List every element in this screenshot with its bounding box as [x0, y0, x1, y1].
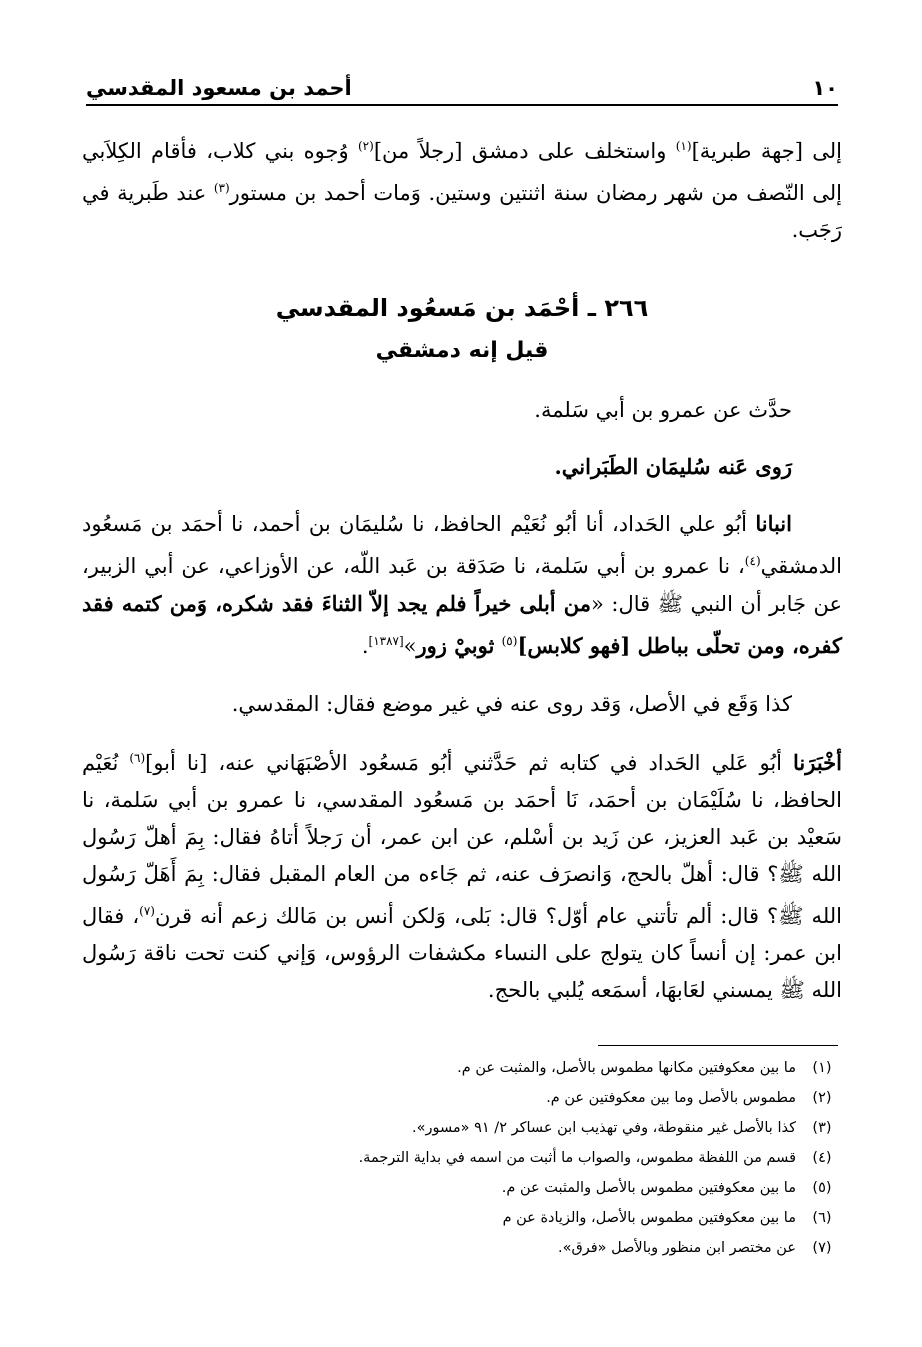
footnote-item — [120, 1113, 840, 1143]
footnote-text: ما بين معكوفتين مكانها مطموس بالأصل، والمثبت عن م. — [457, 1060, 796, 1076]
note-ref-7: (٧) — [139, 904, 155, 918]
intro-text-b: واستخلف على دمشق [رجلاً من] — [373, 139, 676, 163]
intro-paragraph — [82, 128, 842, 249]
note-ref-4: (٤) — [744, 554, 761, 568]
rawa-text: رَوى عَنه سُليمَان الطَبَراني. — [554, 454, 792, 479]
footnote-item — [120, 1083, 840, 1113]
footnote-text: ما بين معكوفتين مطموس بالأصل، والزيادة عن م — [502, 1210, 796, 1226]
akhbarana-text-b: نُعَيْم الحافظ، نا سُلَيْمَان بن أحمَد، نَا أحمَد بن مَسعُود المقدسي، نا عمرو بن أبي سَلمة، نا سَعيْد بن عَبد العزيز، عن زَيد بن أسْلم، عن ابن عمر، أن رَجلاً أتاهُ فقال: بِمَ أهلّ رَسُول الله ﷺ؟ قال: أهلّ بالحج، وَانصرَف عنه، ثم جَاءه من العام المقبل فقال: بِمَ أَهَلّ رَسُول الله ﷺ؟ قال: ألم تأتني عام أوّل؟ قال: بَلى، وَلكن أنس بن مَالك زعم أنه قرن — [82, 751, 842, 928]
akhbarana-lead: أخْبَرَنا — [793, 750, 842, 775]
entry-title: ٢٦٦ ـ أحْمَد بن مَسعُود المقدسي — [275, 294, 649, 322]
paragraph-rawa — [82, 448, 842, 486]
footnote-number: (٣) — [812, 1120, 832, 1136]
note-ref-2: (٢) — [357, 139, 374, 153]
footnote-text: ما بين معكوفتين مطموس بالأصل والمثبت عن م. — [501, 1180, 796, 1196]
footnotes — [120, 1053, 840, 1263]
note-ref-3: (٣) — [213, 181, 230, 195]
hadith-text-bold-2: ثوبيْ زور — [416, 633, 502, 658]
footnote-item — [120, 1143, 840, 1173]
anbana-text-b: ، نا عمرو بن أبي سَلمة، نا صَدَقة بن عَبد اللّه، عن الأوزاعي، عن أبي الزبير، عن جَابر أن النبي ﷺ قال: « — [82, 554, 842, 616]
footnote-number: (٦) — [812, 1210, 832, 1226]
akhbarana-text-c: ، فقال ابن عمر: إن أنساً كان يتولج على النساء مكشفات الرؤوس، وَإني كنت تحت ناقة رَسُول الله ﷺ يمسني لعَابهَا، أسمَعه يُلبي بالحج. — [82, 904, 842, 1002]
hadith-ref-number: [١٣٨٧] — [368, 634, 404, 648]
footnote-item — [120, 1203, 840, 1233]
intro-text-c: وُجوه بني كلاب، فأقام الكِلاَبي إلى النّصف من شهر رمضان سنة اثنتين وستين. وَمات أحمد بن مستور — [82, 139, 842, 205]
anbana-lead: انبانا — [755, 511, 792, 536]
footnote-rule — [598, 1045, 838, 1046]
footnote-text: مطموس بالأصل وما بين معكوفتين عن م. — [546, 1090, 796, 1106]
anbana-text-a: أبُو علي الحَداد، أنا أبُو نُعَيْم الحافظ، نا سُليمَان بن أحمد، نا أحمَد بن مَسعُود الدمشقي — [82, 512, 842, 578]
entry-subtitle: قيل إنه دمشقي — [375, 338, 549, 363]
paragraph-anbana — [82, 505, 842, 665]
footnote-number: (٧) — [812, 1240, 832, 1256]
footnote-number: (٤) — [812, 1150, 832, 1166]
page-number: ١٠ — [812, 76, 838, 100]
hadith-text-bold: من أبلى خيراً فلم يجد إلاّ الثناءَ فقد شكره، وَمن كتمه فقد كفره، ومن تحلّى بباطل [فهو كلابس] — [82, 591, 842, 658]
note-ref-1: (١) — [675, 139, 692, 153]
kadha-text: كذا وَقَع في الأصل، وَقد روى عنه في غير موضع فقال: المقدسي. — [231, 692, 792, 716]
running-header — [86, 66, 838, 100]
intro-text-d: عند طَبرية في رَجَب. — [82, 181, 842, 242]
footnote-item — [120, 1053, 840, 1083]
anbana-end: . — [361, 634, 369, 658]
paragraph-hadath — [82, 392, 842, 429]
paragraph-akhbarana — [82, 740, 842, 1009]
running-title: أحمد بن مسعود المقدسي — [86, 76, 352, 100]
header-rule — [86, 104, 838, 106]
note-ref-5: (٥) — [501, 634, 518, 648]
footnote-number: (٥) — [812, 1180, 832, 1196]
footnote-text: كذا بالأصل غير منقوطة، وفي تهذيب ابن عساكر ٢/ ٩١ «مسور». — [411, 1120, 796, 1136]
footnote-item — [120, 1233, 840, 1263]
footnote-text: قسم من اللفظة مطموس، والصواب ما أثبت من اسمه في بداية الترجمة. — [358, 1150, 796, 1166]
footnote-number: (٢) — [812, 1090, 832, 1106]
paragraph-kadha — [82, 686, 842, 723]
note-ref-6: (٦) — [129, 751, 146, 765]
hadath-text: حدَّث عن عمرو بن أبي سَلمة. — [534, 398, 792, 422]
footnote-number: (١) — [812, 1060, 832, 1076]
footnote-text: عن مختصر ابن منظور وبالأصل «فرق». — [558, 1240, 796, 1256]
anbana-text-c: » — [403, 634, 417, 658]
intro-text-a: إلى [جهة طبرية] — [691, 139, 843, 163]
akhbarana-text-a: أبُو عَلي الحَداد في كتابه ثم حَدَّثني أبُو مَسعُود الأصْبَهَاني عنه، [نا أبو] — [145, 751, 794, 775]
footnote-item — [120, 1173, 840, 1203]
